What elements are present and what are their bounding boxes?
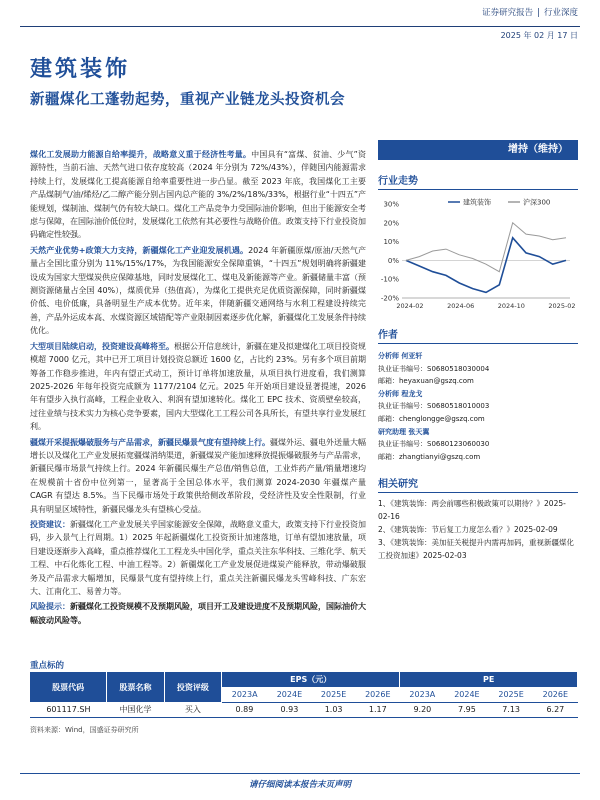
series-line-0 bbox=[406, 238, 566, 293]
summary-paragraph bbox=[30, 436, 366, 516]
summary-text: 2024 年新疆原煤/原油/天然气产量占全国比重分别为 11%/15%/17%，为我国能源安全保障重镇，“十四五”规划明确将新疆建设成为国家大型煤炭供应保障基地，同时发展煤化工、煤电及新能源等产业。新疆储量丰富（预测资源储量占全国 40%），煤质优异（热值高），为煤化工提供充足优质资源保障，同时新疆煤价低、电价低廉，具备明显生产成本优势。近年来，伴随新疆交通网络与水利工程建设持续完善，产品外运成本高、水煤资源区域错配等产业限制因素逐步优化解，新疆煤化工发展条件持续优化。 bbox=[30, 245, 366, 336]
footer-disclaimer: 请仔细阅读本报告末页声明 bbox=[248, 780, 351, 790]
table-source: 资料来源：Wind，国盛证券研究所 bbox=[30, 726, 139, 734]
year-header: 2026E bbox=[533, 687, 577, 702]
header-divider bbox=[20, 26, 580, 27]
author-cert: 执业证书编号：S0680123060030 bbox=[378, 440, 490, 449]
x-tick-label: 2025-02 bbox=[548, 302, 576, 310]
table-cell: 601117.SH bbox=[30, 702, 107, 717]
summary-lead: 天然产业优势+政策大力支持，新疆煤化工产业迎发展机遇。 bbox=[30, 245, 249, 255]
y-tick-label: 0% bbox=[387, 256, 399, 265]
trend-chart bbox=[378, 194, 578, 314]
author-name-line bbox=[378, 350, 578, 363]
authors-list bbox=[378, 350, 578, 463]
summary-text: 疆煤外运、疆电外送量大幅增长以及煤化工产业发展拓宽疆煤消纳渠道，新疆煤炭产能加速释放提振爆破服务与产品需求，新疆民爆市场景气持续上行。2024 年新疆民爆生产总值/销售总值，工业炸药产量/销量增速均在规模前十省份中位列第一，显著高于全国总体水平，我们测算 2024-2030 年疆煤产量 CAGR 有望达 8.5%。当下民爆市场处于政策供给侧改革阶段，受经济性及安全性限制，行业具有明显区域特性，新疆民爆龙头有望核心受益。 bbox=[30, 437, 366, 514]
table-cell: 6.27 bbox=[533, 702, 577, 717]
summary-lead: 煤化工发展助力能源自给率提升，战略意义重于经济性考量。 bbox=[30, 150, 252, 159]
table-cell: 买入 bbox=[164, 702, 221, 717]
y-tick-label: 20% bbox=[383, 219, 399, 228]
summary-text: 中国具有“富煤、贫油、少气”资源特性，当前石油、天然气进口依存度较高（2024 年分别为 72%/43%），伴随国内能源需求持续上行，发展煤化工提高能源自给率重要性进一步凸显。截至 2023 年底，我国煤化工主要产品煤制气/油/烯烃/乙二醇产能分别占国内总产能的 3%/2%/18%/33%，根据行业“十四五”产能规划，煤制油、煤制气仍有较大缺口。煤化工产品竞争力受国际油价影响，但出于能源安全考虑与保障，在国际油价低位时，发展煤化工依然有其必要性与战略价值。政策支持下行业投资加码确定性较强。 bbox=[30, 150, 366, 240]
table-cell: 7.13 bbox=[489, 702, 533, 717]
author-name-line bbox=[378, 388, 578, 401]
summary-paragraph bbox=[30, 518, 366, 598]
report-category: 行业深度 bbox=[543, 8, 578, 18]
year-header: 2023A bbox=[400, 687, 445, 702]
summary-paragraph bbox=[30, 244, 366, 338]
author-role: 分析师 bbox=[378, 389, 399, 398]
col-rating: 投资评级 bbox=[164, 672, 221, 702]
authors-title: 作者 bbox=[378, 326, 578, 344]
y-tick-label: -20% bbox=[380, 294, 399, 303]
report-date: 2025 年 02 月 17 日 bbox=[500, 31, 578, 40]
table-cell: 7.95 bbox=[445, 702, 489, 717]
summary-paragraph bbox=[30, 148, 366, 242]
summary-text: 新疆煤化工投资规模不及预期风险，项目开工及建设进度不及预期风险，国际油价大幅波动风险等。 bbox=[30, 602, 366, 625]
sidebar bbox=[378, 140, 578, 562]
y-tick-label: 10% bbox=[383, 238, 399, 247]
table-cell: 1.03 bbox=[312, 702, 356, 717]
author-email[interactable]: 邮箱：zhangtianyi@gszq.com bbox=[378, 452, 481, 461]
trend-title: 行业走势 bbox=[378, 172, 578, 190]
col-eps: EPS（元） bbox=[222, 672, 400, 687]
legend-label: 建筑装饰 bbox=[463, 198, 491, 207]
author-email[interactable]: 邮箱：chenglongge@gszq.com bbox=[378, 414, 485, 423]
col-name: 股票名称 bbox=[107, 672, 164, 702]
related-list bbox=[378, 497, 578, 562]
report-headline: 新疆煤化工蓬勃起势，重视产业链龙头投资机会 bbox=[30, 91, 345, 108]
related-report-link[interactable]: 1、《建筑装饰：两会前哪些积极政策可以期待？》2025-02-16 bbox=[378, 499, 566, 522]
header-meta: 证券研究报告 | 行业深度 bbox=[482, 8, 578, 18]
author-name: 程龙戈 bbox=[399, 389, 423, 398]
year-header: 2025E bbox=[489, 687, 533, 702]
summary-lead: 风险提示： bbox=[30, 602, 70, 612]
author-name-line bbox=[378, 426, 578, 439]
summary-paragraph bbox=[30, 600, 366, 627]
table-cell: 中国化学 bbox=[107, 702, 164, 717]
legend-label: 沪深300 bbox=[523, 198, 551, 207]
x-tick-label: 2024-02 bbox=[396, 302, 424, 310]
summary-lead: 疆煤开采提振爆破服务与产品需求，新疆民爆景气度有望持续上行。 bbox=[30, 437, 270, 447]
y-tick-label: 30% bbox=[383, 200, 399, 209]
author-name: 张天翼 bbox=[406, 427, 430, 436]
x-tick-label: 2024-10 bbox=[497, 302, 525, 310]
year-header: 2024E bbox=[445, 687, 489, 702]
footer-divider bbox=[20, 773, 580, 774]
related-report-link[interactable]: 3、《建筑装饰：美加征关税提升内需再加码，重视新疆煤化工投资加速》2025-02-03 bbox=[378, 538, 575, 561]
author-email[interactable]: 邮箱：heyaxuan@gszq.com bbox=[378, 377, 474, 386]
x-tick-label: 2024-06 bbox=[447, 302, 475, 310]
author-role: 分析师 bbox=[378, 352, 399, 360]
related-report-link[interactable]: 2、《建筑装饰：节后复工力度怎么看？》2025-02-09 bbox=[378, 525, 558, 535]
y-tick-label: -10% bbox=[380, 275, 399, 284]
summary-lead: 投资建议： bbox=[30, 519, 70, 529]
table-row bbox=[30, 702, 578, 717]
key-stocks-table bbox=[30, 672, 578, 718]
table-cell: 9.20 bbox=[400, 702, 445, 717]
series-line-1 bbox=[406, 223, 566, 272]
table-title: 重点标的 bbox=[30, 661, 65, 671]
year-header: 2024E bbox=[267, 687, 311, 702]
author-name: 何亚轩 bbox=[399, 352, 423, 360]
table-cell: 1.17 bbox=[356, 702, 400, 717]
related-title: 相关研究 bbox=[378, 475, 578, 493]
year-header: 2026E bbox=[356, 687, 400, 702]
col-code: 股票代码 bbox=[30, 672, 107, 702]
table-cell: 0.93 bbox=[267, 702, 311, 717]
summary-text: 新疆煤化工产业发展关乎国家能源安全保障，战略意义重大，政策支持下行业投资加码，步入景气上行周期。1）2025 年起新疆煤化工投资预计加速落地，订单有望加速放量，项目建设逐渐步入高峰，重点推荐煤化工工程龙头中国化学，重点关注东华科技、三维化学、航天工程、中石化炼化工程、中油工程等。2）新疆煤化工产业发展促进煤炭产能释放，带动爆破服务及产品需求大幅增加，民爆景气度有望持续上行，重点关注新疆民爆龙头雪峰科技、广东宏大、江南化工、易普力等。 bbox=[30, 519, 366, 596]
rating-badge: 增持（维持） bbox=[378, 140, 578, 160]
trend-chart-svg bbox=[378, 194, 578, 314]
author-cert: 执业证书编号：S0680518030004 bbox=[378, 364, 490, 373]
col-pe: PE bbox=[400, 672, 578, 687]
year-header: 2023A bbox=[222, 687, 268, 702]
summary-body bbox=[30, 148, 366, 629]
summary-lead: 大型项目陆续启动，投资建设高峰将至。 bbox=[30, 341, 174, 351]
industry-title: 建筑装饰 bbox=[30, 56, 131, 82]
report-type: 证券研究报告 bbox=[482, 8, 534, 18]
summary-paragraph bbox=[30, 340, 366, 434]
author-cert: 执业证书编号：S0680518010003 bbox=[378, 402, 490, 411]
summary-text: 根据公开信息统计，新疆在建及拟建煤化工项目投资规模超 7000 亿元，其中已开工项目计划投资总额近 1600 亿，占比约 23%。另有多个项目前期筹备工作稳步推进，年内有望正式动工，预计订单将加速放量，从项目执行进度看，我们测算 2025-2026 年每年投资完成额为 1177/2104 亿元。2025 年开始项目建设显著提速，2026 年有望步入执行高峰，工程企业收入、利润有望加速转化。煤化工 EPC 技术、资质壁垒较高，过往业绩与技术实力为核心竞争要素，国内大型煤化工工程公司各具所长，有望共享行业发展红利。 bbox=[30, 341, 366, 432]
author-role: 研究助理 bbox=[378, 427, 406, 436]
table-cell: 0.89 bbox=[222, 702, 268, 717]
year-header: 2025E bbox=[312, 687, 356, 702]
